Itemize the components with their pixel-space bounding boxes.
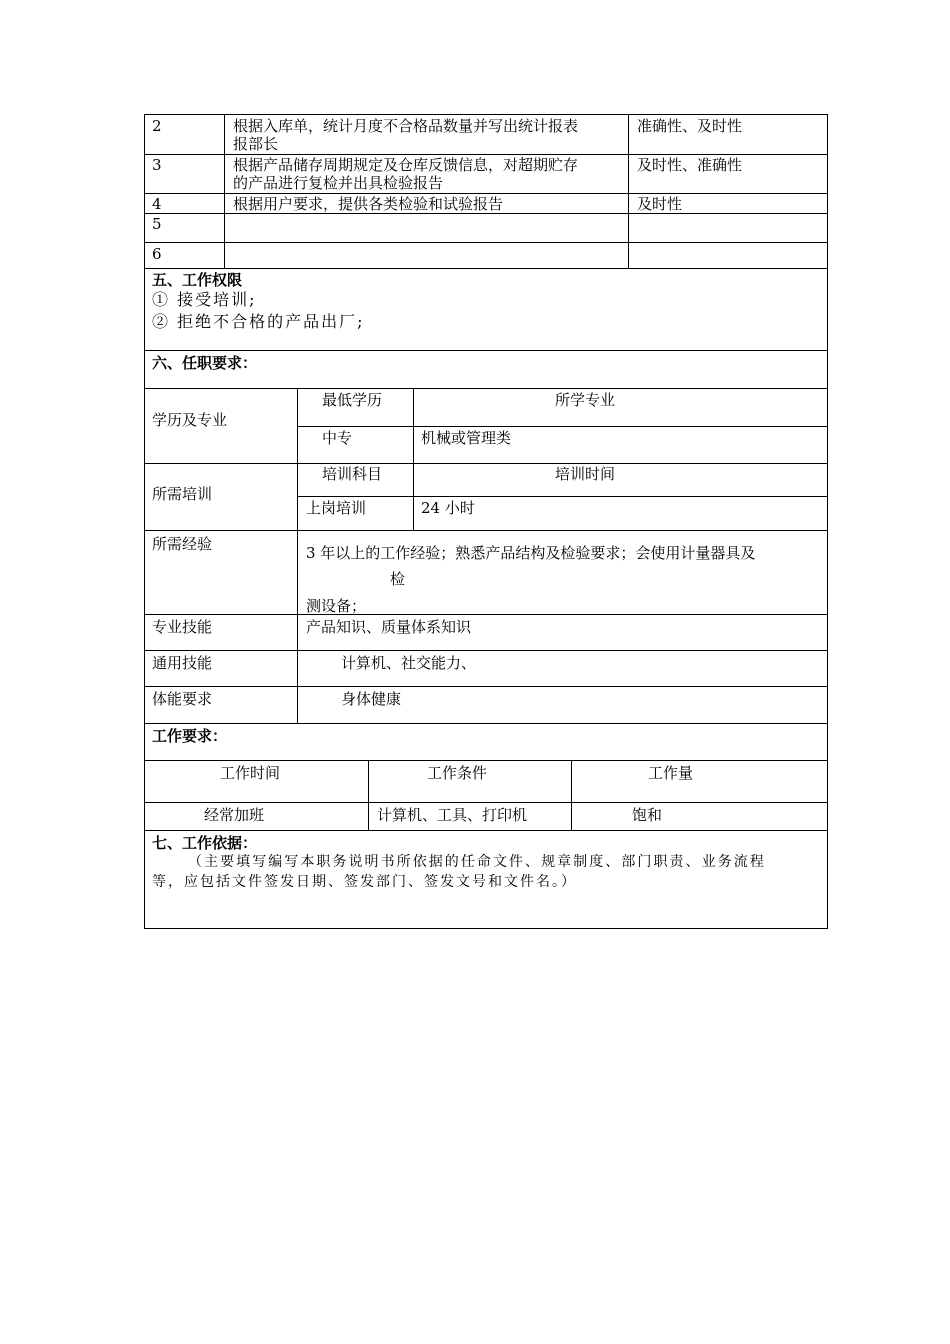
row-divider xyxy=(144,463,828,464)
duty-row-number: 6 xyxy=(152,245,162,263)
row-divider xyxy=(144,614,828,615)
min-education-header: 最低学历 xyxy=(322,391,383,409)
duty-row-content: 根据用户要求，提供各类检验和试验报告 xyxy=(233,195,504,213)
duty-row-content: 报部长 xyxy=(233,135,279,153)
professional-skills-value: 产品知识、质量体系知识 xyxy=(306,618,472,636)
training-label: 所需培训 xyxy=(152,485,213,503)
training-subject-header: 培训科目 xyxy=(322,465,383,483)
authority-item: ① 接受培训; xyxy=(152,290,257,309)
min-education-value: 中专 xyxy=(322,429,353,447)
experience-value: 测设备； xyxy=(306,597,367,615)
duty-col-divider-1 xyxy=(224,114,225,269)
work-col-divider xyxy=(571,760,572,831)
experience-value: 3 年以上的工作经验；熟悉产品结构及检验要求；会使用计量器具及 xyxy=(306,544,756,562)
experience-label: 所需经验 xyxy=(152,535,213,553)
workload-header: 工作量 xyxy=(648,764,694,782)
work-time-header: 工作时间 xyxy=(220,764,281,782)
duty-row-content: 根据产品储存周期规定及仓库反馈信息，对超期贮存 xyxy=(233,156,579,174)
duty-row-standard: 准确性、及时性 xyxy=(637,117,743,135)
duty-row-divider xyxy=(144,213,828,214)
work-conditions-value: 计算机、工具、打印机 xyxy=(377,806,528,824)
duty-row-divider xyxy=(144,154,828,155)
major-header: 所学专业 xyxy=(555,391,616,409)
work-conditions-header: 工作条件 xyxy=(427,764,488,782)
training-time-value: 24 小时 xyxy=(421,499,475,517)
work-basis-text: （主要填写编写本职务说明书所依据的任命文件、规章制度、部门职责、业务流程 xyxy=(188,854,766,870)
duty-row-number: 5 xyxy=(152,215,162,233)
row-divider xyxy=(297,496,828,497)
duty-row-content: 根据入库单，统计月度不合格品数量并写出统计报表 xyxy=(233,117,579,135)
training-subject-value: 上岗培训 xyxy=(306,499,367,517)
professional-skills-label: 专业技能 xyxy=(152,618,213,636)
authority-section xyxy=(144,268,828,351)
general-skills-value: 计算机、社交能力、 xyxy=(341,654,477,672)
row-divider xyxy=(144,686,828,687)
work-time-value: 经常加班 xyxy=(204,806,265,824)
qualifications-heading: 六、任职要求： xyxy=(152,354,258,372)
major-value: 机械或管理类 xyxy=(421,429,512,447)
physical-label: 体能要求 xyxy=(152,690,213,708)
training-time-header: 培训时间 xyxy=(555,465,616,483)
row-divider xyxy=(144,650,828,651)
general-skills-label: 通用技能 xyxy=(152,654,213,672)
work-basis-heading: 七、工作依据： xyxy=(152,834,258,852)
duty-row-number: 2 xyxy=(152,117,162,135)
work-requirements-heading-row xyxy=(144,723,828,761)
education-label: 学历及专业 xyxy=(152,411,228,429)
authority-item: ② 拒绝不合格的产品出厂; xyxy=(152,312,365,331)
workload-value: 饱和 xyxy=(632,806,663,824)
duty-row-divider xyxy=(144,242,828,243)
duty-row-number: 3 xyxy=(152,156,162,174)
label-col-divider xyxy=(297,388,298,724)
value-col-divider xyxy=(413,388,414,530)
duty-row-divider xyxy=(144,193,828,194)
duty-row-number: 4 xyxy=(152,195,162,213)
work-col-divider xyxy=(368,760,369,831)
authority-heading: 五、工作权限 xyxy=(152,271,243,289)
duty-col-divider-2 xyxy=(628,114,629,269)
physical-value: 身体健康 xyxy=(341,690,402,708)
work-row-divider xyxy=(144,802,828,803)
duty-row-content: 的产品进行复检并出具检验报告 xyxy=(233,174,444,192)
duty-row-standard: 及时性、准确性 xyxy=(637,156,743,174)
work-basis-text: 等，应包括文件签发日期、签发部门、签发文号和文件名。） xyxy=(152,874,577,890)
duty-row-standard: 及时性 xyxy=(637,195,683,213)
row-divider xyxy=(297,426,828,427)
row-divider xyxy=(144,530,828,531)
work-requirements-heading: 工作要求： xyxy=(152,727,228,745)
experience-value: 检 xyxy=(390,570,406,588)
